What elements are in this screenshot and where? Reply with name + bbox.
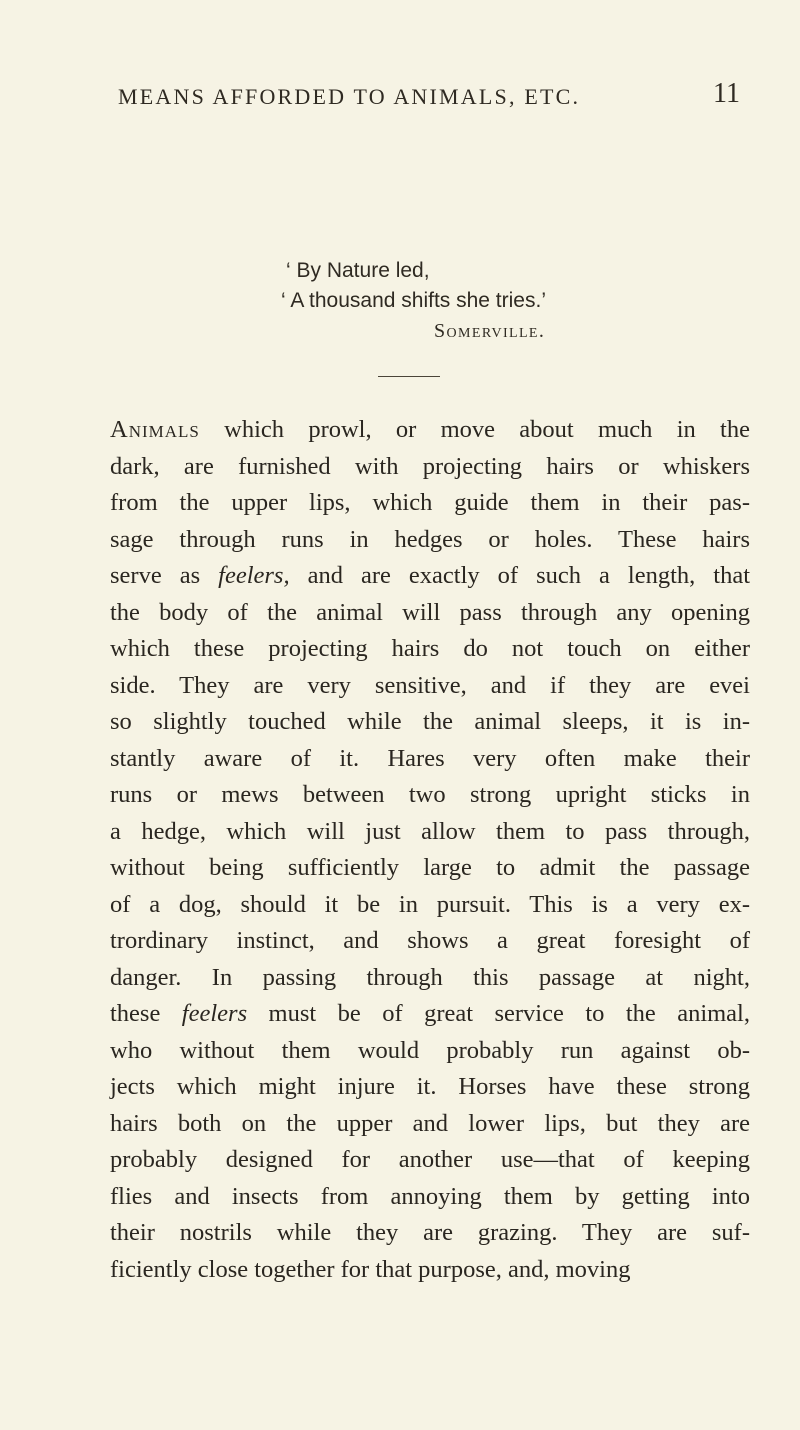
- italic-term: feelers: [181, 1000, 248, 1027]
- text-line: side. They are very sensitive, and if they are evei: [110, 671, 750, 699]
- text-line: stantly aware of it. Hares very often make their: [110, 744, 750, 772]
- text-segment: and are exactly of such a length, that: [289, 562, 751, 589]
- text-line: [110, 558, 750, 595]
- text-segment: must be of great service to the animal,: [247, 1000, 750, 1027]
- text-line: dark, are furnished with projecting hairs or whiskers: [110, 452, 750, 480]
- text-line: sage through runs in hedges or holes. These hairs: [110, 525, 750, 553]
- text-line: hairs both on the upper and lower lips, but they are: [110, 1109, 750, 1137]
- running-title: MEANS AFFORDED TO ANIMALS, ETC.: [118, 84, 581, 109]
- text-line: the body of the animal will pass through any opening: [110, 598, 750, 626]
- lead-word: Animals: [110, 416, 200, 443]
- text-line: [110, 996, 750, 1033]
- text-line: flies and insects from annoying them by getting into: [110, 1182, 750, 1210]
- epigraph-line: ‘ By Nature led,: [286, 259, 430, 282]
- text-line: of a dog, should it be in pursuit. This is a very ex-: [110, 890, 750, 918]
- text-line: danger. In passing through this passage at night,: [110, 963, 750, 991]
- text-segment: which prowl, or move about much in the: [199, 416, 750, 443]
- text-segment: serve as: [110, 562, 219, 589]
- page-number: 11: [713, 78, 740, 109]
- text-line: jects which might injure it. Horses have these strong: [110, 1073, 750, 1100]
- text-line: without being sufficiently large to admit the passage: [110, 854, 750, 881]
- text-line: a hedge, which will just allow them to pass through,: [110, 817, 750, 845]
- epigraph: [281, 256, 706, 346]
- italic-term: feelers,: [218, 562, 290, 589]
- section-divider: [378, 376, 440, 377]
- text-line: trordinary instinct, and shows a great foresight of: [110, 927, 750, 954]
- text-line: probably designed for another use—that of keeping: [110, 1146, 750, 1173]
- text-line: who without them would probably run against ob-: [110, 1036, 750, 1064]
- text-line: ficiently close together for that purpose, and, moving: [110, 1255, 631, 1283]
- epigraph-author: Somerville.: [434, 320, 546, 342]
- text-line: [110, 412, 750, 449]
- text-line: so slightly touched while the animal sleeps, it is in-: [110, 708, 750, 735]
- body-paragraph: [110, 412, 750, 1288]
- text-line: from the upper lips, which guide them in their pas-: [110, 489, 750, 516]
- text-segment: these: [110, 1000, 182, 1027]
- text-line: their nostrils while they are grazing. They are suf-: [110, 1219, 750, 1246]
- epigraph-line: ‘ A thousand shifts she tries.’: [281, 289, 546, 312]
- text-line: which these projecting hairs do not touch on either: [110, 635, 750, 662]
- text-line: runs or mews between two strong upright sticks in: [110, 781, 750, 808]
- running-head: [100, 78, 740, 124]
